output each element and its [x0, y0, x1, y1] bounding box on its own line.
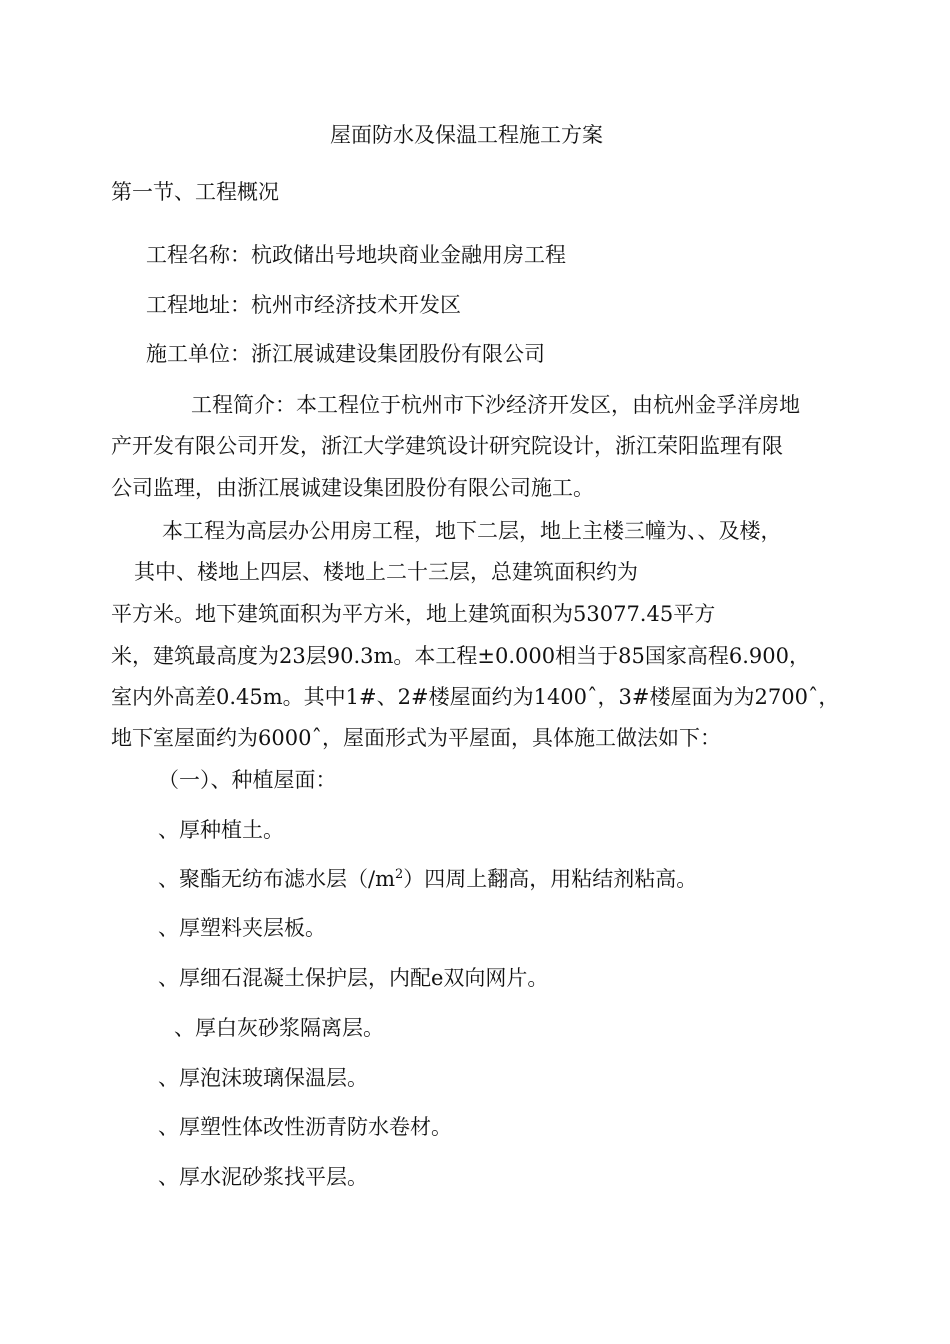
body-paragraph-line: 其中、楼地上四层、楼地上二十三层，总建筑面积约为 — [134, 560, 638, 584]
section-heading: 第一节、工程概况 — [111, 180, 279, 204]
list-item-text: ）四周上翻高，用粘结剂粘高。 — [403, 867, 698, 891]
body-paragraph-line: 米，建筑最高度为23层90.3m。本工程±0.000相当于85国家高程6.900， — [111, 644, 810, 668]
list-item: 、厚种植土。 — [158, 818, 284, 842]
document-title: 屋面防水及保温工程施工方案 — [330, 123, 603, 147]
body-paragraph-line: 本工程为高层办公用房工程，地下二层，地上主楼三幢为、、及楼， — [162, 519, 782, 543]
intro-paragraph-line: 工程简介：本工程位于杭州市下沙经济开发区，由杭州金孚洋房地 — [191, 393, 800, 417]
contractor-line: 施工单位：浙江展诚建设集团股份有限公司 — [146, 342, 545, 366]
body-paragraph-line: 室内外高差0.45m。其中1#、2#楼屋面约为1400ˆ，3#楼屋面为为2700ˆ， — [111, 685, 840, 709]
list-item: 、厚塑性体改性沥青防水卷材。 — [158, 1115, 452, 1139]
body-paragraph-line: 地下室屋面约为6000ˆ，屋面形式为平屋面，具体施工做法如下： — [111, 726, 721, 750]
list-item — [158, 865, 697, 893]
project-name-line: 工程名称：杭政储出号地块商业金融用房工程 — [146, 243, 566, 267]
list-item: 、厚白灰砂浆隔离层。 — [174, 1016, 384, 1040]
list-item: 、厚塑料夹层板。 — [158, 916, 326, 940]
list-item: 、厚泡沫玻璃保温层。 — [158, 1066, 368, 1090]
project-address-line: 工程地址：杭州市经济技术开发区 — [146, 293, 461, 317]
list-item: 、厚细石混凝土保护层，内配e双向网片。 — [158, 966, 549, 990]
list-item-text: 、聚酯无纺布滤水层（/m — [158, 867, 395, 891]
intro-paragraph-line: 公司监理，由浙江展诚建设集团股份有限公司施工。 — [111, 476, 594, 500]
superscript: 2 — [395, 867, 404, 882]
body-paragraph-line: 平方米。地下建筑面积为平方米，地上建筑面积为53077.45平方 — [111, 602, 716, 626]
list-item: 、厚水泥砂浆找平层。 — [158, 1165, 368, 1189]
intro-paragraph-line: 产开发有限公司开发，浙江大学建筑设计研究院设计，浙江荣阳监理有限 — [111, 434, 783, 458]
sub-heading: （一）、种植屋面： — [158, 768, 337, 792]
